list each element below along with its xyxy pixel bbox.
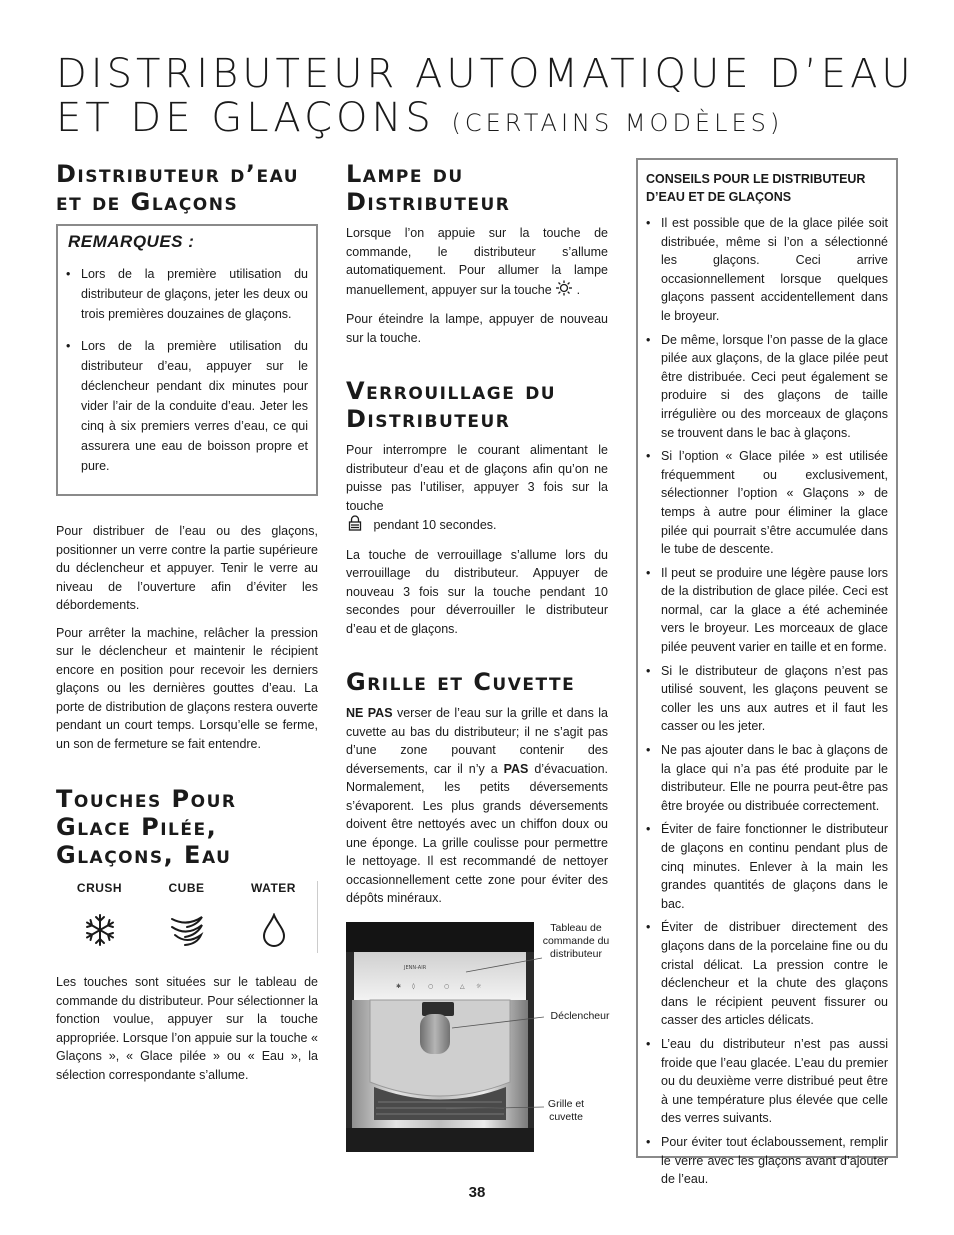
tip-item: • De même, lorsque l’on passe de la glace pilée aux glaçons, de la glace pilée peut être distribuée. Ceci peut également se produire si des glaçons de taille irrégulière ou des morceaux de glaçons se trouvent dans le bac à glaçons. (646, 331, 888, 443)
label-grille: Grille et cuvette (547, 1097, 585, 1123)
note-item: • Lors de la première utilisation du distributeur d’eau, appuyer sur le déclencheur pendant dix minutes pour vider l’air de la conduite d’eau. Jeter les cinq à six premiers verres d’eau, ce qui assurera une eau de boisson propre et pure. (66, 336, 308, 476)
tip-item: • L’eau du distributeur n’est pas aussi froide que l’eau glacée. L’eau du premier ou du deuxième verre distribué peut être à une température plus élevée que celle des verres suivants. (646, 1035, 888, 1128)
tip-item: • Éviter de distribuer directement des glaçons dans de la porcelaine fine ou du cristal délicat. La pression contre le déclencheur et la chute des glaçons dans le récipient peuvent fissurer ou casser des articles délicats. (646, 918, 888, 1030)
title-line2: ET DE GLAÇONS (56, 95, 435, 141)
tip-item: • Il est possible que de la glace pilée soit distribuée, même si l’on a sélectionné les glaçons. Ceci arrive occasionnellement lorsque quelques glaçons passent accidentellement dans le broyeur. (646, 214, 888, 326)
paragraph: Pour arrêter la machine, relâcher la pression sur le déclencheur et maintenir le récipient encore en position pour recevoir les derniers glaçons ou les dernières gouttes d’eau. La porte de distribution de glaçons restera ouverte pendant un court temps. Lorsqu’elle se ferme, un son de fermeture se fait entendre. (56, 625, 318, 751)
tip-item: • Si le distributeur de glaçons n’est pas utilisé souvent, les glaçons peuvent se coller les uns aux autres et il faut les casser ou les jeter. (646, 662, 888, 736)
notes-box (56, 224, 318, 496)
key-label: WATER (251, 881, 296, 895)
column-right (636, 158, 898, 1187)
tips-box (636, 158, 898, 1187)
paragraph: Pour interrompre le courant alimentant le distributeur d’eau et de glaçons afin qu’on ne puisse pas l’utiliser, appuyer 3 fois sur la touche pendant 10 secondes. (346, 441, 608, 537)
snowflake-icon (60, 907, 140, 953)
column-middle (346, 160, 608, 1152)
paragraph: NE PAS verser de l’eau sur la grille et dans la cuvette au bas du distributeur; il ne s’agit pas d’une zone pouvant contenir des déversements, car il n’y a PAS d’évacuation. Normalement, les petits déversements s’évaporent. Les plus grands déversements doivent être nettoyés avec un chiffon doux ou une éponge. La grille coulisse pour permettre le nettoyage. Il est recommandé de nettoyer occasionnellement cette zone pour éviter des dépôts minéraux. (346, 706, 608, 905)
title-subtitle: (CERTAINS MODÈLES) (451, 109, 784, 137)
key-cube (147, 881, 227, 953)
water-drop-icon (234, 907, 314, 953)
light-icon (555, 280, 573, 302)
brand-logo: JENN-AIR (404, 964, 427, 971)
heading-keys: Touches Pour Glace Pilée, Glaçons, Eau (56, 785, 237, 869)
svg-text:✱: ✱ (396, 982, 402, 990)
page-number: 38 (468, 1184, 486, 1201)
tip-item: • Éviter de faire fonctionner le distributeur de glaçons en continu pendant plus de cinq minutes. Enlever à la main les grandes quantités de glaçons dans le bac. (646, 820, 888, 913)
note-item: • Lors de la première utilisation du distributeur de glaçons, jeter les deux ou trois premières douzaines de glaçons. (66, 264, 308, 324)
key-row (56, 881, 318, 953)
label-trigger: Déclencheur (550, 1009, 610, 1022)
svg-text:◊: ◊ (412, 982, 415, 990)
tips-list (646, 214, 888, 1189)
tip-item: • Ne pas ajouter dans le bac à glaçons de la glace qui n’a pas été produite par le distributeur. Elle ne pourra peut-être pas être broyée ou distribuée correctement. (646, 741, 888, 815)
cube-icon (147, 907, 227, 953)
tip-item: • Il peut se produire une légère pause lors de la distribution de glace pilée. Ceci est normal, car la glace a été acheminée vers le broyeur. Les morceaux de glace pilée peuvent varier en taille et en forme. (646, 564, 888, 657)
tips-title: CONSEILS POUR LE DISTRIBUTEUR D’EAU ET DE GLAÇONS (646, 172, 866, 204)
tip-item: • Si l’option « Glace pilée » est utilisée fréquemment ou exclusivement, sélectionner l’option « Glaçons » de temps à autre pour éliminer la glace pilée qui pourrait s’être accumulée dans le tube de descente. (646, 447, 888, 559)
key-label: CUBE (168, 881, 205, 895)
heading-lock: Verrouillage du Distributeur (346, 377, 557, 433)
svg-text:△: △ (460, 982, 465, 990)
notes-list (66, 264, 308, 476)
heading-grille: Grille et Cuvette (346, 668, 576, 696)
key-label: CRUSH (76, 881, 123, 895)
key-crush (60, 881, 140, 953)
svg-text:○: ○ (428, 982, 434, 990)
key-water (234, 881, 314, 953)
svg-text:☼: ☼ (476, 982, 482, 990)
paragraph: Pour distribuer de l’eau ou des glaçons, positionner un verre contre la partie supérieure du déclencheur et appuyer. Tenir le verre au niveau de l’ouverture afin d’éviter les débordements. (56, 524, 318, 612)
tip-item: • Pour éviter tout éclaboussement, remplir le verre avec les glaçons avant d’ajouter de l’eau. (646, 1133, 888, 1189)
heading-dispenser: Distributeur d’eau et de Glaçons (56, 160, 300, 216)
paragraph: Les touches sont situées sur le tableau de commande du distributeur. Pour sélectionner la fonction voulue, appuyer sur la touche appropriée. Lorsque l’on appuie sur la touche « Glaçons », « Glace pilée » ou « Eau », la sélection correspondante s’allume. (56, 975, 318, 1082)
column-left (56, 160, 318, 1093)
lock-icon (348, 515, 362, 537)
svg-text:○: ○ (444, 982, 450, 990)
paragraph: La touche de verrouillage s’allume lors du verrouillage du distributeur. Appuyer de nouveau 3 fois sur la touche pendant 10 secondes pour déverrouiller le distributeur d’eau et de glaçons. (346, 547, 608, 636)
paragraph: Pour éteindre la lampe, appuyer de nouveau sur la touche. (346, 312, 608, 345)
label-control-panel: Tableau de commande du distributeur (542, 921, 610, 960)
paragraph: Lorsque l’on appuie sur la touche de commande, le distributeur s’allume automatiquement. Pour allumer la lampe manuellement, appuyer sur la touche . (346, 224, 608, 301)
page-title (56, 52, 916, 145)
notes-title: REMARQUES : (68, 232, 195, 251)
dispenser-figure (346, 922, 616, 1152)
title-line1: DISTRIBUTEUR AUTOMATIQUE D’EAU (56, 51, 915, 97)
heading-lamp: Lampe du Distributeur (346, 160, 511, 216)
